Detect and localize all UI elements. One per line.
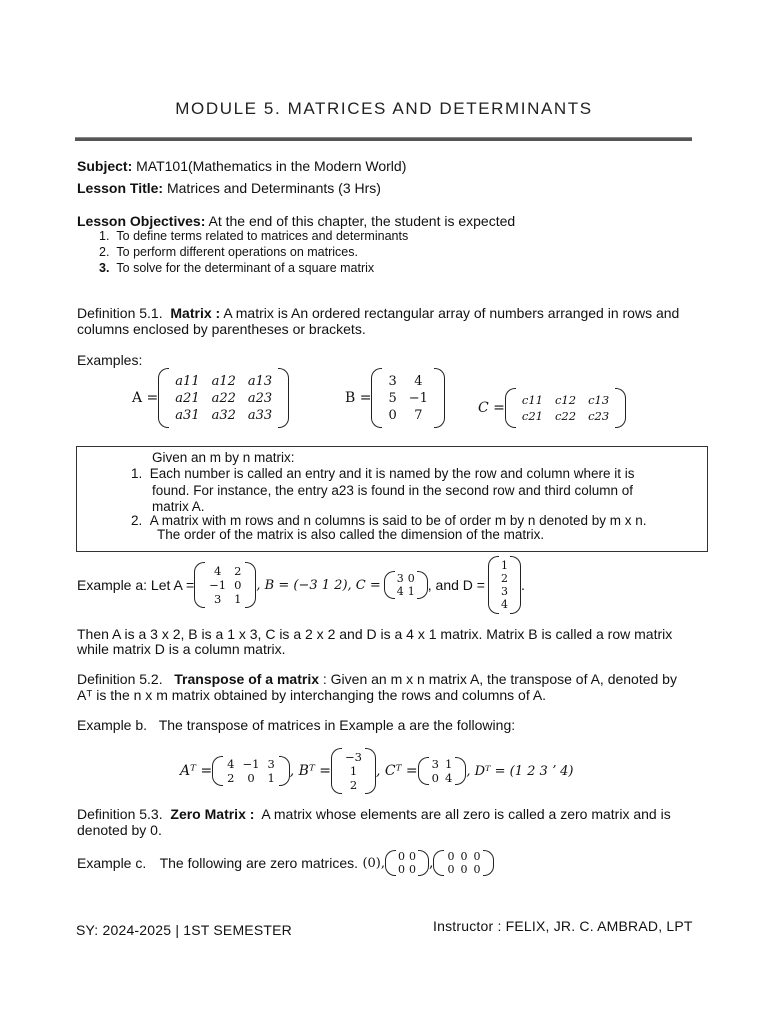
title-divider (75, 137, 692, 141)
left-paren (158, 368, 169, 428)
matrix-b-table: 3 4 5 −1 0 7 (388, 373, 428, 423)
box-item-2-line1: 2. A matrix with m rows and n columns is said to be of order m by n denoted by m x n. (131, 513, 647, 528)
matrix-b-transpose: −3 1 2 (345, 750, 362, 792)
subject-label: Subject: (77, 158, 133, 174)
matrix-a-transpose: 4 −1 3 2 0 1 (227, 757, 275, 785)
box-item-1-line3: matrix A. (152, 499, 205, 514)
zero-matrix-2x3: 0 0 0 0 0 0 (447, 850, 481, 876)
left-paren (385, 850, 396, 876)
box-item-1-line1: 1. Each number is called an entry and it is named by the row and column where it is (131, 466, 635, 481)
example-a: Example a: Let A = 4 2 −1 0 3 1 , B = (−3 1 2), C = 3 0 4 1 , and D = 1 2 3 4 . (77, 556, 525, 614)
example-a-matrix-c: 3 0 4 1 (396, 572, 415, 598)
matrix-dimensions-line2: while matrix D is a column matrix. (77, 641, 286, 657)
definition-5-1-line2: columns enclosed by parentheses or brackets. (77, 321, 366, 337)
footer-instructor: Instructor : FELIX, JR. C. AMBRAD, LPT (433, 918, 693, 934)
zero-matrix-2x2: 0 0 0 0 (398, 850, 417, 876)
objective-item-1: 1. To define terms related to matrices and determinants (99, 229, 409, 243)
example-c-line: Example c. The following are zero matrices. (0), 0 0 0 0 , 0 0 0 0 0 0 (77, 850, 494, 876)
left-paren (384, 571, 395, 599)
right-paren (455, 757, 466, 785)
right-paren (279, 756, 290, 786)
left-paren (418, 757, 429, 785)
module-title: MODULE 5. MATRICES AND DETERMINANTS (175, 99, 593, 118)
right-paren (434, 368, 445, 428)
right-paren (278, 368, 289, 428)
left-paren (194, 562, 205, 608)
footer-school-year: SY: 2024-2025 | 1ST SEMESTER (76, 922, 292, 938)
definition-5-3-line2: denoted by 0. (77, 822, 162, 838)
right-paren (417, 571, 428, 599)
box-item-2-line2: The order of the matrix is also called the dimension of the matrix. (157, 527, 545, 542)
left-paren (371, 368, 382, 428)
right-paren (483, 850, 494, 876)
definition-5-2-line2: Aᵀ is the n x m matrix obtained by interchanging the rows and columns of A. (77, 687, 547, 703)
matrix-c-example: C = c11 c12 c13 c21 c22 c23 (478, 388, 626, 428)
example-a-matrix-a: 4 2 −1 0 3 1 (209, 564, 242, 606)
right-paren (615, 388, 626, 428)
left-paren (331, 748, 342, 794)
left-paren (433, 850, 444, 876)
right-paren (510, 556, 521, 614)
objectives-label: Lesson Objectives: (77, 213, 206, 229)
matrix-c-table: c11 c12 c13 c21 c22 c23 (521, 393, 610, 423)
example-a-matrix-d: 1 2 3 4 (500, 559, 508, 611)
subject-line (77, 158, 406, 174)
matrix-a-table: a11 a12 a13 a21 a22 a23 a31 a32 a33 (175, 373, 273, 423)
transpose-examples: Aᵀ = 4 −1 3 2 0 1 , Bᵀ = −3 1 2 , Cᵀ = 3 1 0 4 , Dᵀ = (1 2 3 ʼ 4) (180, 750, 574, 792)
matrix-a-example: A = a11 a12 a13 a21 a22 a23 a31 a32 a33 (132, 368, 289, 428)
objective-item-2: 2. To perform different operations on matrices. (99, 245, 358, 259)
right-paren (418, 850, 429, 876)
example-b-line: Example b. The transpose of matrices in Example a are the following: (77, 717, 516, 733)
objectives-intro: At the end of this chapter, the student is expected (208, 213, 516, 229)
matrix-c-transpose: 3 1 0 4 (431, 757, 453, 785)
examples-label: Examples: (77, 352, 143, 368)
right-paren (245, 562, 256, 608)
right-paren (365, 748, 376, 794)
lesson-title-value: Matrices and Determinants (3 Hrs) (166, 180, 381, 196)
box-item-1-line2: found. For instance, the entry a23 is found in the second row and third column of (152, 483, 634, 498)
matrix-dimensions-line1: Then A is a 3 x 2, B is a 1 x 3, C is a 2 x 2 and D is a 4 x 1 matrix. Matrix B is called a row matrix (77, 626, 673, 642)
box-intro: Given an m by n matrix: (152, 450, 295, 465)
matrix-b-example: B = 3 4 5 −1 0 7 (345, 368, 445, 428)
left-paren (488, 556, 499, 614)
definition-5-1-line1: Definition 5.1. Matrix : A matrix is An ordered rectangular array of numbers arranged in rows and (77, 305, 680, 321)
subject-value: MAT101(Mathematics in the Modern World) (136, 158, 407, 174)
left-paren (212, 756, 223, 786)
objectives-line (77, 213, 515, 229)
definition-5-3-line1: Definition 5.3. Zero Matrix : A matrix whose elements are all zero is called a zero matrix and is (77, 806, 671, 822)
lesson-title-label: Lesson Title: (77, 180, 164, 196)
objective-item-3: 3. To solve for the determinant of a square matrix (99, 261, 375, 275)
definition-5-2-line1: Definition 5.2. Transpose of a matrix : Given an m x n matrix A, the transpose of A, denoted by (77, 671, 677, 687)
lesson-title-line (77, 180, 381, 196)
left-paren (505, 388, 516, 428)
